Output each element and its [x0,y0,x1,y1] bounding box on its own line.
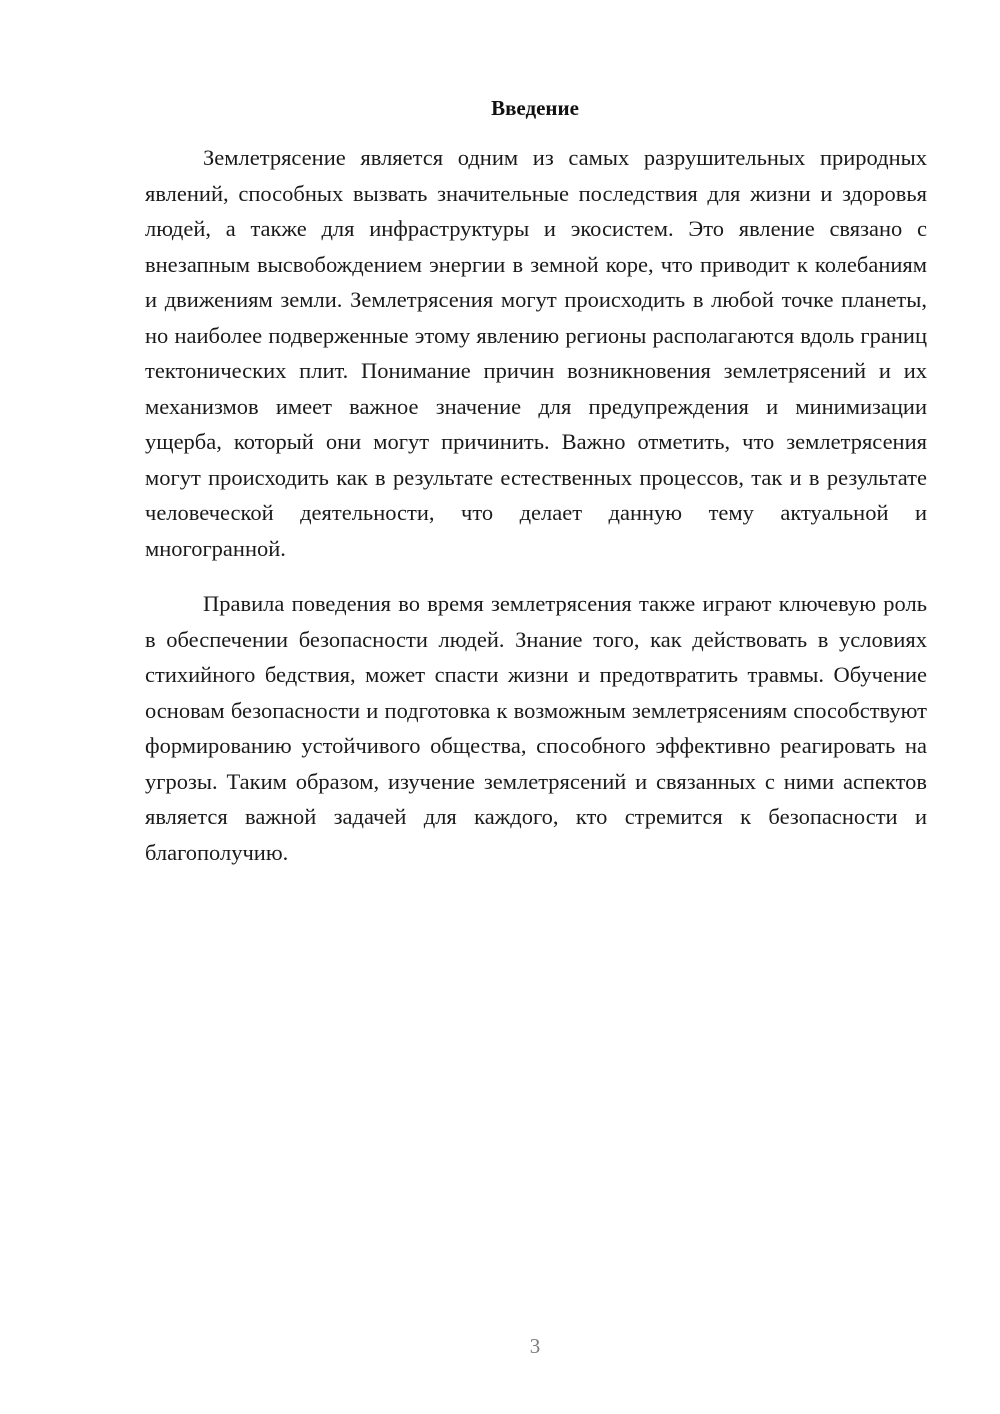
paragraph-2: Правила поведения во время землетрясения также играют ключевую роль в обеспечении безопасности людей. Знание того, как действовать в условиях стихийного бедствия, может спасти жизни и предотвратить травмы. Обучение основам безопасности и подготовка к возможным землетрясениям способствуют формированию устойчивого общества, способного эффективно реагировать на угрозы. Таким образом, изучение землетрясений и связанных с ними аспектов является важной задачей для каждого, кто стремится к безопасности и благополучию. [145,591,927,865]
paragraph-1: Землетрясение является одним из самых разрушительных природных явлений, способных вызвать значительные последствия для жизни и здоровья людей, а также для инфраструктуры и экосистем. Это явление связано с внезапным высвобождением энергии в земной коре, что приводит к колебаниям и движениям земли. Землетрясения могут происходить в любой точке планеты, но наиболее подверженные этому явлению регионы располагаются вдоль границ тектонических плит. Понимание причин возникновения землетрясений и их механизмов имеет важное значение для предупреждения и минимизации ущерба, который они могут причинить. Важно отметить, что землетрясения могут происходить как в результате естественных процессов, так и в результате человеческой деятельности, что делает данную тему актуальной и многогранной. [145,145,927,561]
document-body [145,140,927,870]
page-title: Введение [491,96,579,120]
page-number: 3 [529,1334,541,1358]
